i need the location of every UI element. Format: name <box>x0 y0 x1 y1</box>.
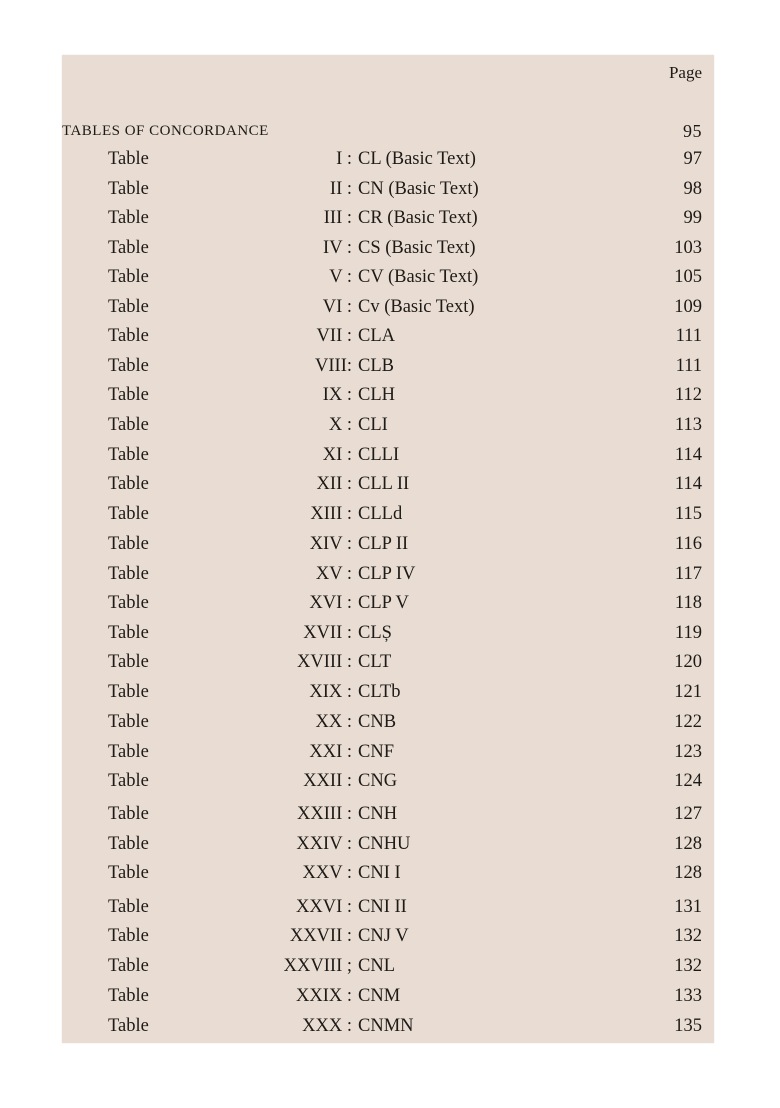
entry-label: Table <box>108 986 149 1006</box>
entry-label: Table <box>108 712 149 732</box>
entry-code: CLI <box>358 415 388 435</box>
entry-code: CLTb <box>358 682 401 702</box>
entry-table-number: XXIII : <box>297 804 352 824</box>
entry-table-number: XVII : <box>303 623 352 643</box>
toc-entry <box>62 504 702 530</box>
entry-code: CNB <box>358 712 397 732</box>
toc-entry <box>62 297 702 323</box>
entry-table-number: XXX : <box>302 1016 352 1036</box>
entry-code: CV (Basic Text) <box>358 267 479 287</box>
entry-page: 122 <box>674 712 702 732</box>
entry-page: 109 <box>674 297 702 317</box>
entry-code: CNG <box>358 771 398 791</box>
entry-code: CNM <box>358 986 401 1006</box>
toc-entry <box>62 863 702 889</box>
section-heading-row <box>62 121 702 145</box>
entry-label: Table <box>108 415 149 435</box>
entry-label: Table <box>108 385 149 405</box>
entry-page: 112 <box>674 385 702 405</box>
toc-entry <box>62 897 702 923</box>
entry-label: Table <box>108 956 149 976</box>
entry-label: Table <box>108 652 149 672</box>
entry-label: Table <box>108 356 149 376</box>
entry-label: Table <box>108 863 149 883</box>
toc-entry <box>62 834 702 860</box>
entry-table-number: XIX : <box>309 682 352 702</box>
entry-label: Table <box>108 504 149 524</box>
entry-code: CLP V <box>358 593 409 613</box>
entry-code: CNI II <box>358 897 407 917</box>
entry-label: Table <box>108 1016 149 1036</box>
entry-page: 97 <box>683 149 702 169</box>
entry-label: Table <box>108 297 149 317</box>
toc-entry <box>62 445 702 471</box>
entry-label: Table <box>108 179 149 199</box>
entry-page: 135 <box>674 1016 702 1036</box>
toc-entry <box>62 179 702 205</box>
toc-entry <box>62 986 702 1012</box>
toc-entry <box>62 564 702 590</box>
entry-page: 133 <box>674 986 702 1006</box>
entry-code: CLB <box>358 356 394 376</box>
entry-code: CLH <box>358 385 395 405</box>
entry-table-number: XXVII : <box>289 926 352 946</box>
toc-entry <box>62 593 702 619</box>
entry-page: 98 <box>683 179 702 199</box>
entry-page: 118 <box>674 593 702 613</box>
entry-page: 111 <box>675 326 702 346</box>
entry-label: Table <box>108 926 149 946</box>
entry-code: CLA <box>358 326 395 346</box>
entry-table-number: II : <box>329 179 352 199</box>
entry-code: CNJ V <box>358 926 409 946</box>
entry-code: CL (Basic Text) <box>358 149 476 169</box>
entry-table-number: XV : <box>315 564 352 584</box>
entry-table-number: VI : <box>322 297 352 317</box>
entry-page: 99 <box>683 208 702 228</box>
entry-table-number: XXIX : <box>295 986 352 1006</box>
entry-label: Table <box>108 834 149 854</box>
entry-table-number: XXIV : <box>296 834 352 854</box>
entry-table-number: IV : <box>323 238 352 258</box>
entry-code: CN (Basic Text) <box>358 179 479 199</box>
entry-table-number: XIII : <box>310 504 352 524</box>
toc-entry <box>62 208 702 234</box>
entry-label: Table <box>108 564 149 584</box>
entry-label: Table <box>108 742 149 762</box>
section-heading-page: 95 <box>683 121 702 141</box>
entry-table-number: X : <box>328 415 352 435</box>
entry-table-number: XXVI : <box>295 897 352 917</box>
entry-code: CLT <box>358 652 392 672</box>
entry-code: CNI I <box>358 863 401 883</box>
entry-label: Table <box>108 445 149 465</box>
entry-table-number: IX : <box>322 385 352 405</box>
entry-code: CLP II <box>358 534 409 554</box>
entry-table-number: XVI : <box>309 593 352 613</box>
section-heading: TABLES OF CONCORDANCE <box>62 123 269 139</box>
entry-page: 131 <box>674 897 702 917</box>
entry-label: Table <box>108 208 149 228</box>
entry-label: Table <box>108 267 149 287</box>
entry-code: CNH <box>358 804 398 824</box>
toc-entry <box>62 652 702 678</box>
entry-code: CNL <box>358 956 395 976</box>
entry-page: 111 <box>675 356 702 376</box>
entry-page: 105 <box>674 267 702 287</box>
entry-code: Cv (Basic Text) <box>358 297 475 317</box>
entry-table-number: VIII: <box>315 356 352 376</box>
entry-table-number: VII : <box>316 326 352 346</box>
toc-entry <box>62 712 702 738</box>
entry-code: CLL II <box>358 474 410 494</box>
entry-page: 117 <box>674 564 702 584</box>
entry-table-number: XXVIII ; <box>283 956 352 976</box>
toc-entry <box>62 1016 702 1042</box>
entry-code: CLLI <box>358 445 400 465</box>
entry-label: Table <box>108 897 149 917</box>
entry-page: 114 <box>674 474 702 494</box>
toc-entry <box>62 771 702 797</box>
entry-code: CNHU <box>358 834 411 854</box>
entry-label: Table <box>108 238 149 258</box>
toc-entry <box>62 956 702 982</box>
entry-page: 128 <box>674 834 702 854</box>
toc-entry <box>62 385 702 411</box>
entry-page: 127 <box>674 804 702 824</box>
entry-page: 115 <box>674 504 702 524</box>
entry-label: Table <box>108 771 149 791</box>
entry-table-number: XXV : <box>302 863 352 883</box>
entry-table-number: XX : <box>315 712 352 732</box>
entry-page: 103 <box>674 238 702 258</box>
entry-page: 124 <box>674 771 702 791</box>
entry-table-number: V : <box>329 267 352 287</box>
entry-table-number: XII : <box>316 474 352 494</box>
entry-table-number: XI : <box>322 445 352 465</box>
entry-table-number: I : <box>336 149 352 169</box>
toc-entry <box>62 238 702 264</box>
entry-table-number: III : <box>323 208 352 228</box>
toc-entry <box>62 623 702 649</box>
entry-page: 121 <box>674 682 702 702</box>
entry-label: Table <box>108 326 149 346</box>
entry-code: CR (Basic Text) <box>358 208 478 228</box>
entry-page: 113 <box>674 415 702 435</box>
entry-label: Table <box>108 474 149 494</box>
toc-entry <box>62 356 702 382</box>
toc-entry <box>62 326 702 352</box>
entry-code: CNF <box>358 742 394 762</box>
entry-code: CS (Basic Text) <box>358 238 476 258</box>
toc-entry <box>62 415 702 441</box>
toc-entry <box>62 682 702 708</box>
entry-page: 119 <box>674 623 702 643</box>
toc-entry <box>62 474 702 500</box>
entry-page: 114 <box>674 445 702 465</box>
entry-code: CNMN <box>358 1016 414 1036</box>
entry-code: CLLd <box>358 504 403 524</box>
entry-page: 128 <box>674 863 702 883</box>
entry-label: Table <box>108 149 149 169</box>
entry-label: Table <box>108 534 149 554</box>
toc-entry <box>62 804 702 830</box>
entry-label: Table <box>108 682 149 702</box>
page-column-label: Page <box>668 63 702 82</box>
entry-page: 123 <box>674 742 702 762</box>
entry-page: 132 <box>674 956 702 976</box>
entry-table-number: XIV : <box>309 534 352 554</box>
toc-entry <box>62 149 702 175</box>
entry-code: CLP IV <box>358 564 416 584</box>
toc-entry <box>62 534 702 560</box>
toc-entry <box>62 742 702 768</box>
entry-label: Table <box>108 804 149 824</box>
entry-table-number: XXI : <box>309 742 352 762</box>
entry-page: 120 <box>674 652 702 672</box>
toc-entry <box>62 926 702 952</box>
document-page <box>62 55 714 1043</box>
toc-entry <box>62 267 702 293</box>
entry-page: 132 <box>674 926 702 946</box>
entry-page: 116 <box>674 534 702 554</box>
entry-table-number: XVIII : <box>297 652 352 672</box>
entry-code: CLȘ <box>358 623 392 643</box>
entry-label: Table <box>108 593 149 613</box>
entry-table-number: XXII : <box>303 771 352 791</box>
entry-label: Table <box>108 623 149 643</box>
